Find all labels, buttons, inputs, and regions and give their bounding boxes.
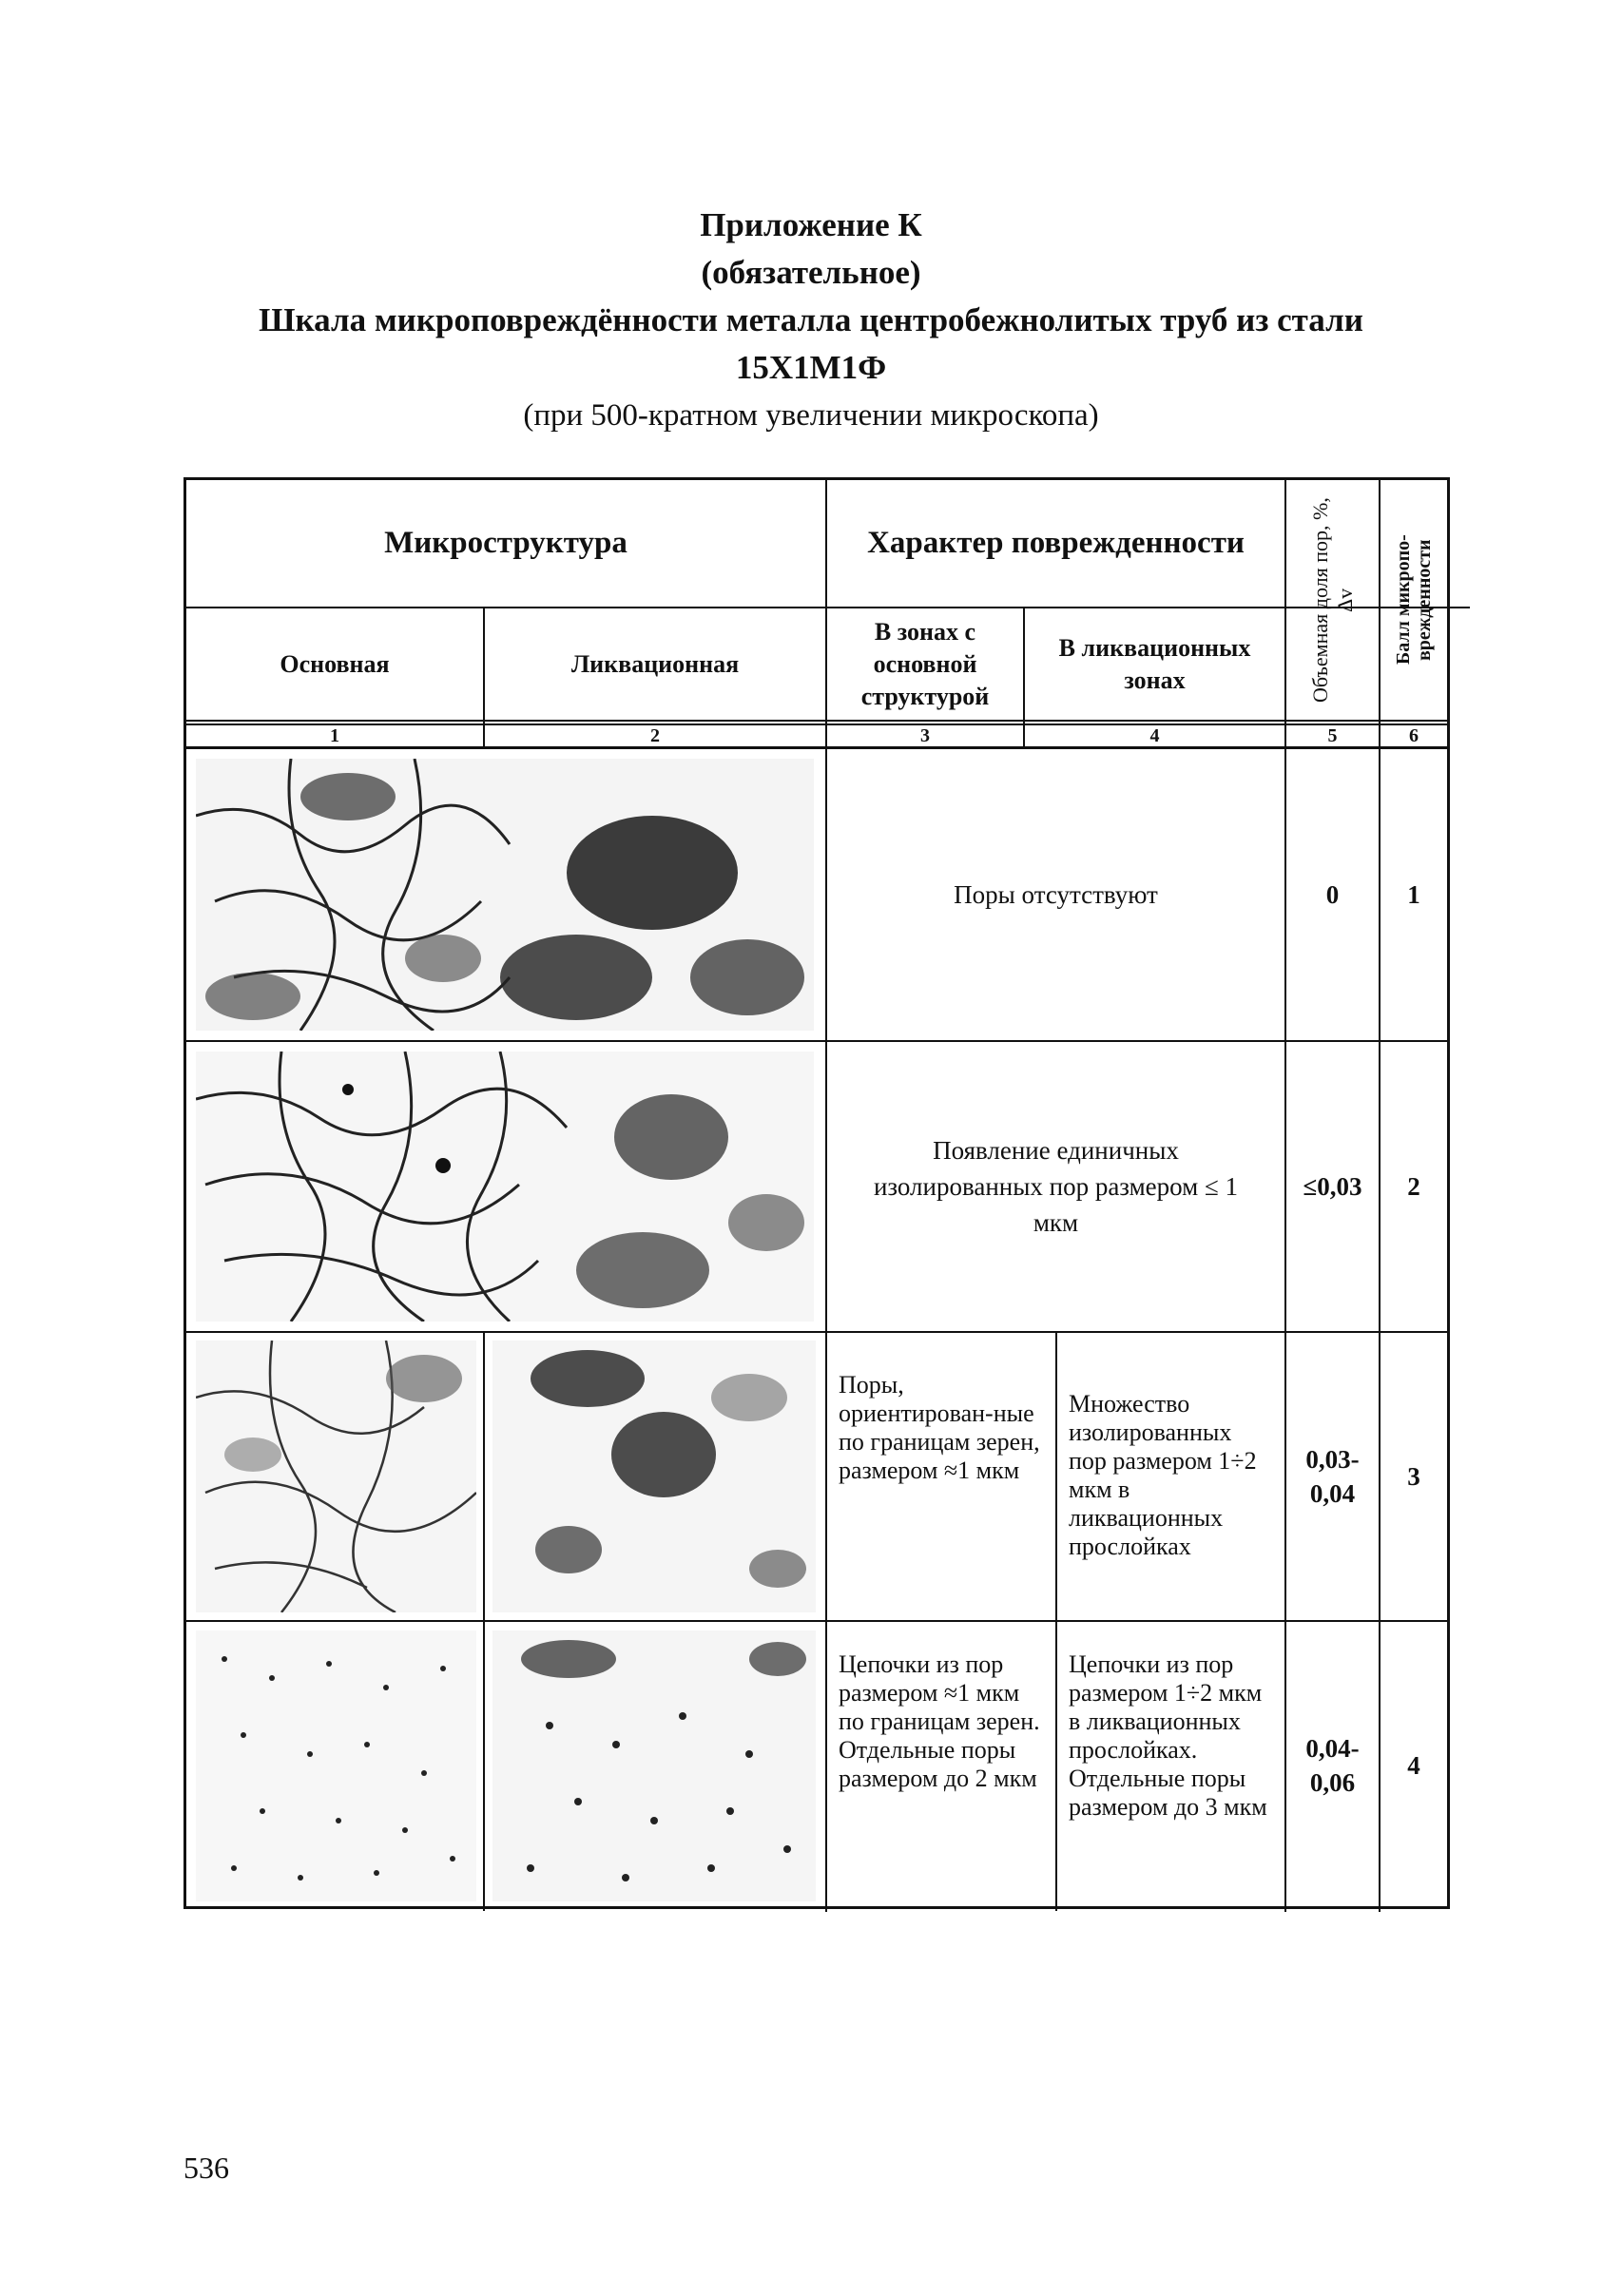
damage-score-value: 4 <box>1407 1751 1420 1780</box>
steel-grade: 15Х1М1Ф <box>735 349 887 386</box>
scale-title: Шкала микроповреждённости металла центробежнолитых труб из стали <box>259 301 1363 338</box>
volume-fraction-value: 0,04-0,06 <box>1305 1734 1360 1797</box>
col-number: 4 <box>1149 724 1160 746</box>
header-damage-character: Характер поврежденности <box>867 526 1245 560</box>
damage-description-liquation-zone: Цепочки из пор размером 1÷2 мкм в ликвационных прослойках. Отдельные поры размером до 3 мкм <box>1069 1650 1267 1821</box>
document-title <box>0 202 1622 439</box>
damage-description: Поры отсутствуют <box>954 880 1158 909</box>
damage-scale-table <box>183 477 1450 1909</box>
micrograph-row-3-main <box>196 1341 476 1612</box>
magnification-note: (при 500-кратном увеличении микроскопа) <box>523 398 1099 433</box>
micrograph-row-1 <box>196 759 814 1031</box>
col-number: 3 <box>920 724 930 746</box>
appendix-status: (обязательное) <box>701 254 921 291</box>
micrograph-row-4-main <box>196 1630 476 1901</box>
damage-score-value: 3 <box>1407 1462 1420 1491</box>
col-number: 1 <box>330 724 339 746</box>
volume-fraction-value: 0,03-0,04 <box>1305 1445 1360 1508</box>
damage-score-value: 2 <box>1407 1172 1420 1201</box>
col-number: 2 <box>650 724 660 746</box>
volume-fraction-value: 0 <box>1325 880 1340 909</box>
damage-description-main-zone: Цепочки из пор размером ≈1 мкм по границам зерен. Отдельные поры размером до 2 мкм <box>839 1650 1040 1792</box>
header-microstructure: Микроструктура <box>384 526 628 560</box>
damage-score-value: 1 <box>1407 880 1420 909</box>
damage-description-liquation-zone: Множество изолированных пор размером 1÷2 мкм в ликвационных прослойках <box>1069 1390 1257 1560</box>
header-volume-fraction: Объемная доля пор, %, Δv <box>1307 497 1357 703</box>
volume-fraction-value: ≤0,03 <box>1303 1172 1362 1201</box>
micrograph-row-3-liquation <box>492 1341 816 1612</box>
damage-description: Появление единичных изолированных пор размером ≤ 1 мкм <box>873 1136 1239 1237</box>
header-damage-score: Балл микропо-врежденности <box>1393 534 1435 666</box>
subheader-main: Основная <box>280 649 390 678</box>
subheader-liquation: Ликвационная <box>570 649 740 678</box>
micrograph-row-2 <box>196 1052 814 1322</box>
page-number: 536 <box>183 2151 229 2185</box>
subheader-liquation-zone: В ликвационных зонах <box>1058 633 1251 694</box>
col-number: 6 <box>1409 724 1419 746</box>
appendix-label: Приложение К <box>700 206 922 243</box>
damage-description-main-zone: Поры, ориентирован-ные по границам зерен, размером ≈1 мкм <box>839 1371 1040 1484</box>
col-number: 5 <box>1327 724 1338 746</box>
subheader-main-zone: В зонах с основной структурой <box>860 617 990 710</box>
micrograph-row-4-liquation <box>492 1630 816 1901</box>
